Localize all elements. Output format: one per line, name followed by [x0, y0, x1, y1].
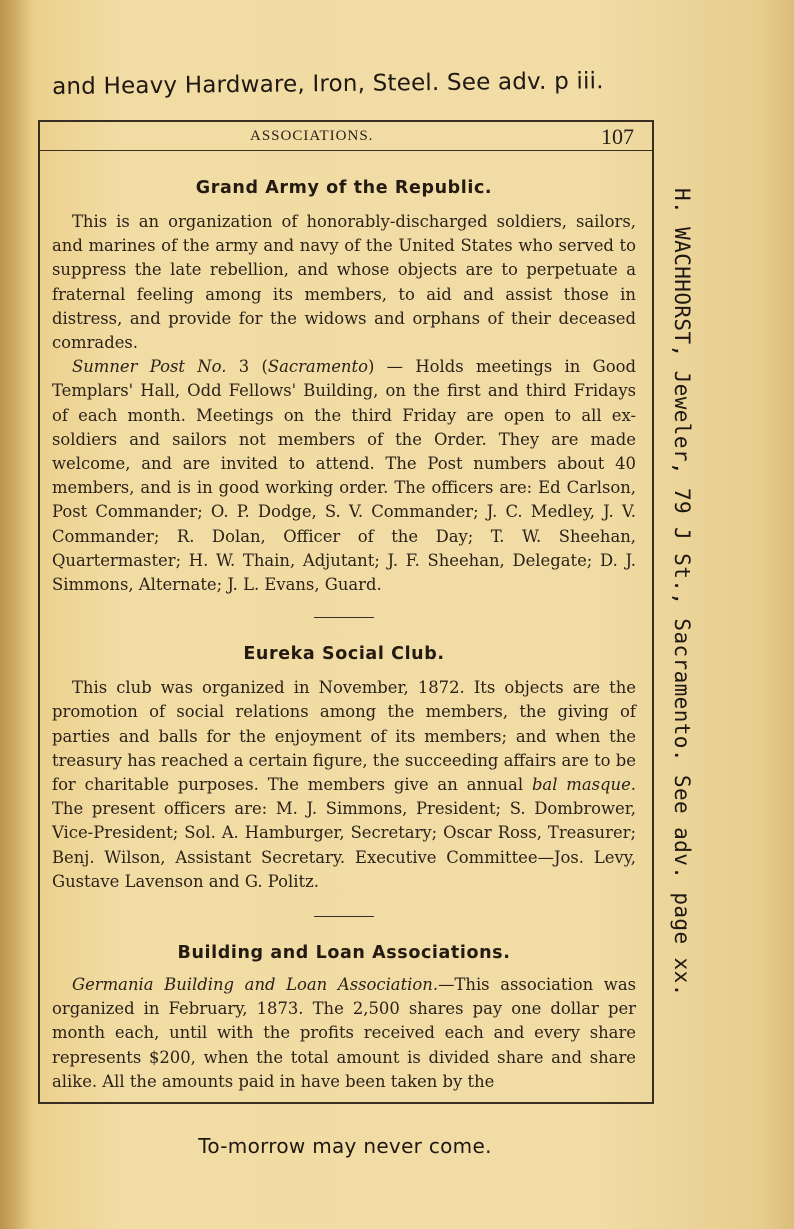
sumner-post-number: 3 ( — [226, 357, 268, 377]
eureka-bal-masque: bal masque. — [531, 775, 636, 795]
side-advertisement — [662, 188, 702, 1088]
sumner-post-details: ) — Holds meetings in Good Templars' Hall, Odd Fellows' Building, on the first and third Fridays of each month. Meetings on the third Friday are open to all ex-soldiers and sailors not members of the Order. They are made welcome, and are invited to attend. The Post numbers about 40 members, and is in good working order. The officers are: Ed Carlson, Post Commander; O. P. Dodge, S. V. Commander; J. C. Medley, J. V. Commander; R. Dolan, Officer of the Day; T. W. Sheehan, Quartermaster; H. W. Thain, Adjutant; J. F. Sheehan, Delegate; D. J. Simmons, Alternate; J. L. Evans, Guard. — [52, 357, 637, 595]
side-advertisement-text: H. WACHHORST, Jeweler, 79 J St., Sacramento. See adv. page xx. — [670, 188, 694, 997]
eureka-paragraph — [52, 676, 636, 894]
section-divider — [314, 916, 374, 917]
top-advertisement: and Heavy Hardware, Iron, Steel. See adv. p iii. — [52, 68, 604, 100]
eureka-text-b: The present officers are: M. J. Simmons, President; S. Dombrower, Vice-President; Sol. A. Hamburger, Secretary; Oscar Ross, Treasurer; Benj. Wilson, Assistant Secretary. Executive Committee—Jos. Levy, Gustave Lavenson and G. Politz. — [52, 799, 636, 891]
eureka-text-a: This club was organized in November, 1872. Its objects are the promotion of social relations among the members, the giving of parties and balls for the enjoyment of its members; and when the treasury has reached a certain figure, the succeeding affairs are to be for charitable purposes. The members give an annual — [52, 678, 636, 795]
footer-rule — [40, 1102, 652, 1103]
running-head: ASSOCIATIONS. — [250, 128, 374, 144]
section-title-eureka: Eureka Social Club. — [243, 644, 445, 665]
building-loan-text: —This association was organized in February, 1873. The 2,500 shares pay one dollar per month each, until with the profits received each and every share represents $200, when the total amount is divided share and share alike. All the amounts paid in have been taken by the — [52, 975, 637, 1091]
section-title-building-loan: Building and Loan Associations. — [177, 943, 511, 964]
page-body — [52, 158, 636, 1094]
sumner-post-place: Sacramento — [267, 357, 368, 377]
gar-paragraph-1: This is an organization of honorably-discharged soldiers, sailors, and marines of the army and navy of the United States who served to suppress the late rebellion, and whose objects are to perpetuate a fraternal feeling among its members, to aid and assist those in distress, and provide for the widows and orphans of their deceased comrades. — [52, 212, 636, 353]
germania-association-name: Germania Building and Loan Association. — [72, 975, 439, 995]
building-loan-paragraph — [52, 973, 636, 1094]
gar-paragraph-2 — [52, 355, 636, 597]
footer-advertisement: To-morrow may never come. — [198, 1134, 492, 1158]
page-edge-shadow — [0, 0, 30, 1229]
section-title-gar: Grand Army of the Republic. — [195, 178, 493, 198]
header-rule — [40, 150, 652, 151]
page-number: 107 — [601, 124, 634, 149]
sumner-post-name: Sumner Post No. — [72, 357, 227, 377]
section-divider — [314, 617, 374, 618]
